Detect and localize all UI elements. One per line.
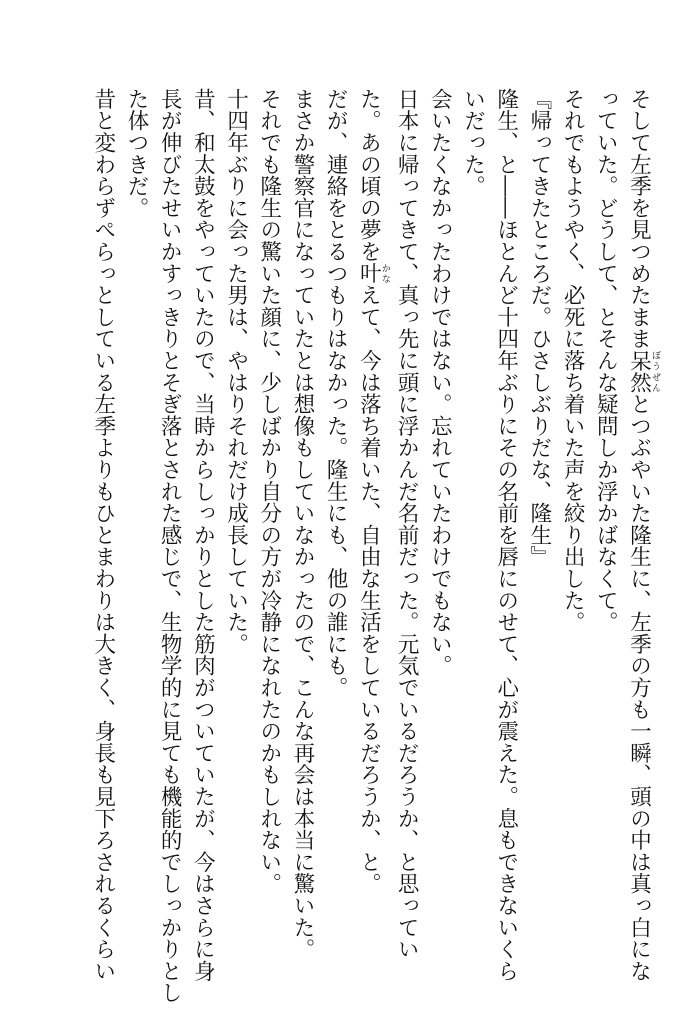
text-segment: 会いたくなかったわけではない。忘れていたわけでもない。 [427,88,453,677]
text-line [456,88,489,978]
text-segment: 長が伸びたせいかすっきりとそぎ落とされた感じで、生物学的に見ても機能的でしっかりとし [157,88,183,1004]
text-segment: えて、今は落ち着いた、自由な生活をしているだろうか、と。 [356,284,382,895]
text-line [390,88,423,978]
text-segment: 昔、和太鼓をやっていたので、当時からしっかりとした筋肉がついていたが、今はさらに身 [190,88,216,982]
text-segment: そして左季を見つめたまま [626,88,652,350]
text-line [523,88,556,978]
text-line [87,88,120,982]
text-line [489,88,522,982]
ruby-base: 呆然 [626,349,652,394]
text-segment: 昔と変わらずぺらっとしている左季よりもひとまわりは大きく、身長も見下ろされるくらい [90,88,116,982]
text-line [556,88,589,978]
ruby-reading: ぼうぜん [650,349,660,394]
ruby-annotation [356,262,390,285]
text-segment: 『帰ってきたところだ。ひさしぶりだな、隆生』 [526,88,552,568]
ruby-base: 叶 [356,262,382,285]
ruby-annotation [626,349,660,394]
text-segment: いだった。 [460,88,486,197]
text-line [219,88,252,978]
text-line [253,88,286,978]
text-line [319,88,352,978]
text-segment: 隆生、と――ほとんど十四年ぶりにその名前を唇にのせて、心が震えた。息もできないくら [493,88,519,982]
text-segment: た。あの頃の夢を [356,88,382,263]
text-segment: だが、連絡をとるつもりはなかった。隆生にも、他の誰にも。 [323,88,349,699]
text-segment: まさか警察官になっていたとは想像もしていなかったので、こんな再会は本当に驚いた。 [289,88,315,960]
text-segment: それでも隆生の驚いた顔に、少しばかり自分の方が冷静になれたのかもしれない。 [256,88,282,895]
text-line [286,88,319,978]
text-segment: っていた。どうして、とそんな疑問しか浮かばなくて。 [593,88,619,633]
text-line [352,88,390,978]
text-line [622,88,660,982]
text-segment: とつぶやいた隆生に、左季の方も一瞬、頭の中は真っ白にな [626,393,652,982]
vertical-text-body [87,88,660,1004]
text-line [589,88,622,978]
text-line [120,88,153,978]
text-line [186,88,219,982]
text-line [423,88,456,978]
text-segment: た体つきだ。 [123,88,149,219]
text-segment: 十四年ぶりに会った男は、やはりそれだけ成長していた。 [223,88,249,655]
text-line [153,88,186,1004]
text-segment: 日本に帰ってきて、真っ先に頭に浮かんだ名前だった。元気でいるだろうか、と思ってい [394,88,420,960]
text-segment: それでもようやく、必死に落ち着いた声を絞り出した。 [560,88,586,633]
ruby-reading: かな [379,262,390,285]
